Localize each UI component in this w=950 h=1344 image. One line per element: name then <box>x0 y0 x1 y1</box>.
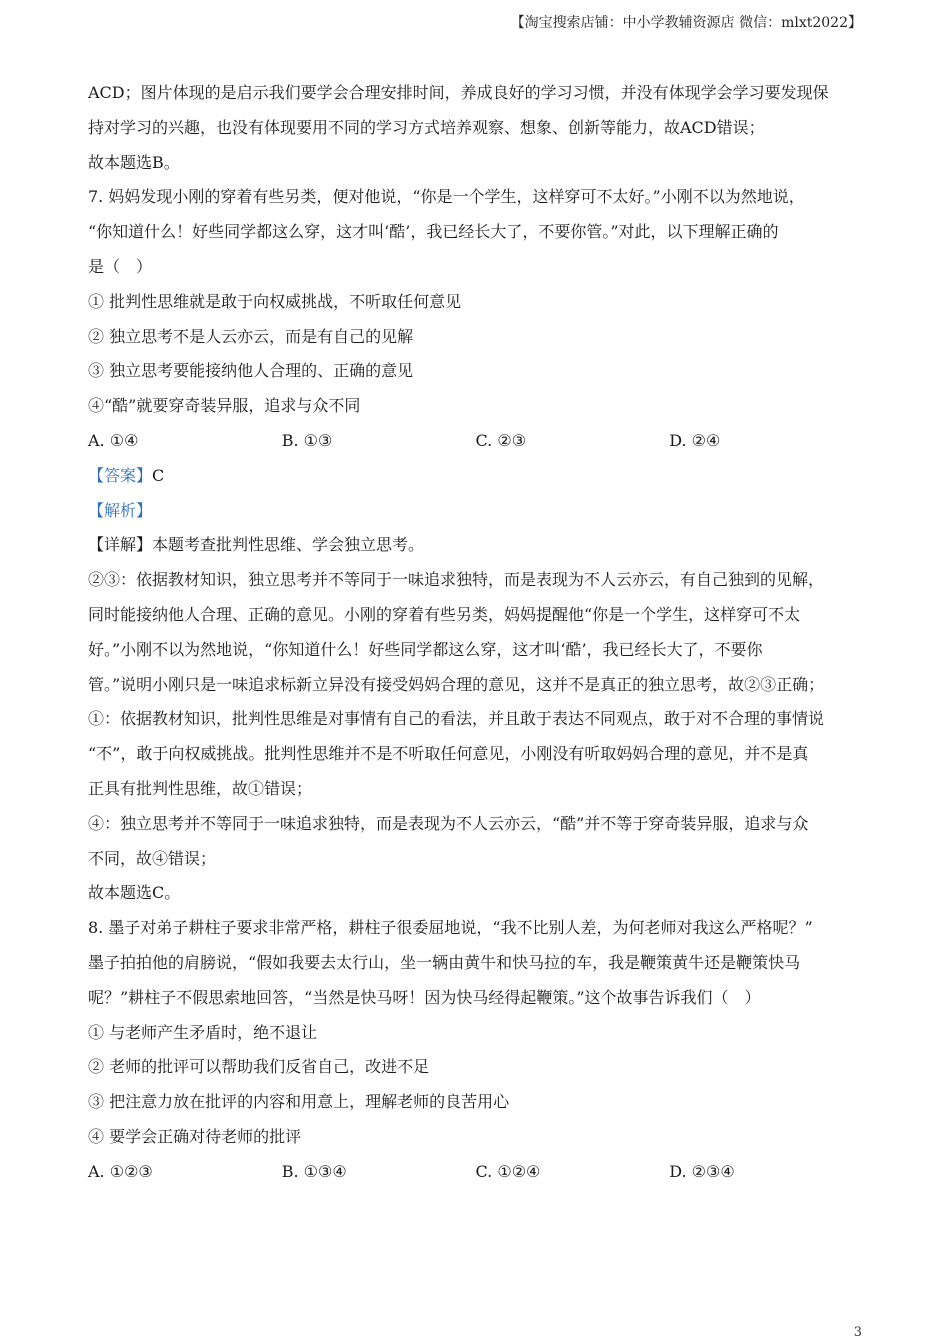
text-line: 持对学习的兴趣，也没有体现要用不同的学习方式培养观察、想象、创新等能力，故ACD错误； <box>88 117 765 137</box>
analysis-line: 正具有批判性思维，故①错误； <box>88 778 313 798</box>
statement-item: ② 老师的批评可以帮助我们反省自己，改进不足 <box>88 1057 430 1077</box>
statement-item: ③ 独立思考要能接纳他人合理的、正确的意见 <box>88 361 414 381</box>
option-b: B. ①③ <box>281 430 333 450</box>
option-b: B. ①③④ <box>281 1161 347 1181</box>
analysis-label: 【解析】 <box>88 500 153 520</box>
option-a: A. ①④ <box>88 430 139 450</box>
option-c: C. ①②④ <box>475 1161 541 1181</box>
question-stem-line: 7. 妈妈发现小刚的穿着有些另类，便对他说，“你是一个学生，这样穿可不太好。”小刚不以为然地说， <box>88 187 805 207</box>
text-line: 故本题选B。 <box>88 152 180 172</box>
analysis-line: ④：独立思考并不等同于一味追求独特，而是表现为不人云亦云，“酷”并不等于穿奇装异服，追求与众 <box>88 813 809 833</box>
analysis-line: 【详解】本题考查批判性思维、学会独立思考。 <box>88 535 425 555</box>
answer-options <box>88 1155 863 1190</box>
question-8 <box>88 911 863 1189</box>
analysis-line: “不”，敢于向权威挑战。批判性思维并不是不听取任何意见，小刚没有听取妈妈合理的意见，并不是真 <box>88 744 809 764</box>
answer-label: 【答案】 <box>88 465 153 485</box>
analysis-line: ①：依据教材知识，批判性思维是对事情有自己的看法，并且敢于表达不同观点，敢于对不合理的事情说 <box>88 709 825 729</box>
option-d: D. ②③④ <box>669 1161 735 1181</box>
option-c: C. ②③ <box>475 430 527 450</box>
statement-item: ④ 要学会正确对待老师的批评 <box>88 1126 302 1146</box>
analysis-line: 管。”说明小刚只是一味追求标新立异没有接受妈妈合理的意见，这并不是真正的独立思考，故②③正确； <box>88 674 825 694</box>
analysis-line: 故本题选C。 <box>88 883 181 903</box>
question-stem-line: 是（ ） <box>88 256 153 276</box>
document-body <box>88 76 863 1190</box>
page-number: 3 <box>853 1325 862 1340</box>
page-header: 【淘宝搜索店铺：中小学教辅资源店 微信：mlxt2022】 <box>510 15 862 31</box>
statement-item: ② 独立思考不是人云亦云，而是有自己的见解 <box>88 326 414 346</box>
analysis-line: ②③：依据教材知识，独立思考并不等同于一味追求独特，而是表现为不人云亦云，有自己独到的见解， <box>88 570 825 590</box>
analysis-line: 好。”小刚不以为然地说，“你知道什么！好些同学都这么穿，这才叫‘酷’，我已经长大了，不要你 <box>88 639 763 659</box>
statement-item: ④“酷”就要穿奇装异服，追求与众不同 <box>88 396 361 416</box>
question-stem-line: 呢？”耕柱子不假思索地回答，“当然是快马呀！因为快马经得起鞭策。”这个故事告诉我们（ ） <box>88 987 761 1007</box>
analysis-line: 不同，故④错误； <box>88 848 217 868</box>
statement-item: ③ 把注意力放在批评的内容和用意上，理解老师的良苦用心 <box>88 1092 510 1112</box>
analysis-line: 同时能接纳他人合理、正确的意见。小刚的穿着有些另类，妈妈提醒他“你是一个学生，这样穿可不太 <box>88 604 801 624</box>
answer-value: C <box>152 465 165 485</box>
answer-line <box>88 459 863 494</box>
question-stem-line: 8. 墨子对弟子耕柱子要求非常严格，耕柱子很委屈地说，“我不比别人差，为何老师对我这么严格呢？” <box>88 918 813 938</box>
statement-item: ① 批判性思维就是敢于向权威挑战，不听取任何意见 <box>88 291 462 311</box>
answer-options <box>88 424 863 459</box>
option-a: A. ①②③ <box>88 1161 153 1181</box>
question-7 <box>88 180 863 911</box>
question-stem-line: 墨子拍拍他的肩膀说，“假如我要去太行山，坐一辆由黄牛和快马拉的车，我是鞭策黄牛还是鞭策快马 <box>88 952 801 972</box>
text-line: ACD；图片体现的是启示我们要学会合理安排时间，养成良好的学习习惯，并没有体现学会学习要发现保 <box>88 83 829 102</box>
option-d: D. ②④ <box>669 430 721 450</box>
statement-item: ① 与老师产生矛盾时，绝不退让 <box>88 1022 318 1042</box>
question-stem-line: “你知道什么！好些同学都这么穿，这才叫‘酷’，我已经长大了，不要你管。”对此，以下理解正确的 <box>88 222 779 242</box>
